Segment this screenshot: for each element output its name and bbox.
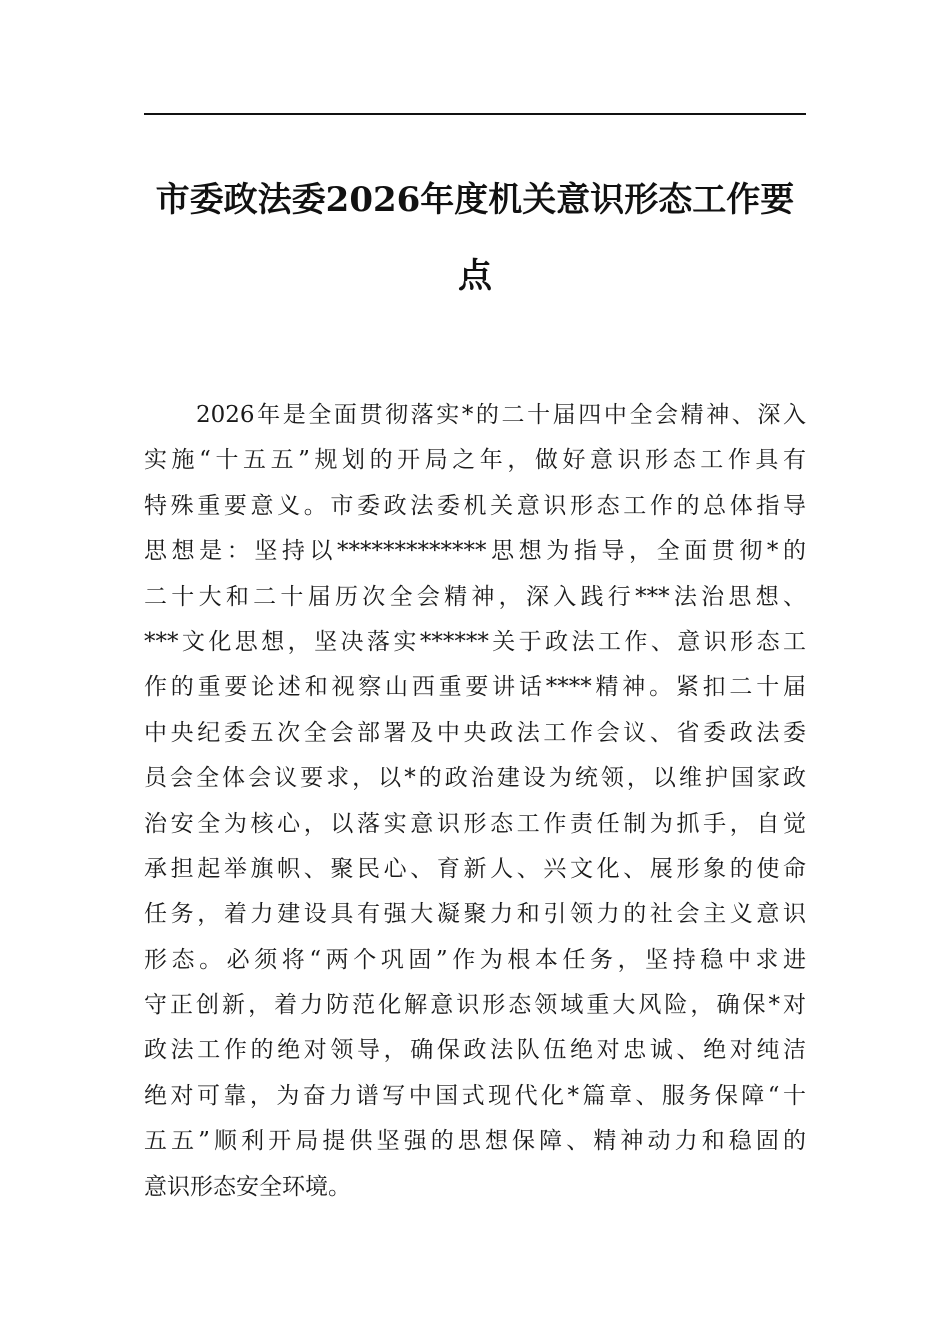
paragraph-line: 任务，着力建设具有强大凝聚力和引领力的社会主义意识 bbox=[144, 901, 806, 928]
paragraph-line: 形态。必须将“两个巩固”作为根本任务，坚持稳中求进 bbox=[144, 946, 806, 973]
paragraph-line: 意识形态安全环境。 bbox=[144, 1173, 351, 1200]
paragraph-line: 守正创新，着力防范化解意识形态领域重大风险，确保*对 bbox=[144, 992, 806, 1019]
header-divider-line bbox=[144, 113, 806, 115]
title-line-2: 点 bbox=[458, 256, 492, 296]
paragraph-line: 绝对可靠，为奋力谱写中国式现代化*篇章、服务保障“十 bbox=[144, 1082, 806, 1109]
document-title bbox=[144, 162, 806, 314]
paragraph-line: 实施“十五五”规划的开局之年，做好意识形态工作具有 bbox=[144, 447, 806, 474]
paragraph-line: 中央纪委五次全会部署及中央政法工作会议、省委政法委 bbox=[144, 719, 806, 746]
paragraph-line: 员会全体会议要求，以*的政治建设为统领，以维护国家政 bbox=[144, 765, 806, 792]
paragraph-line: 政法工作的绝对领导，确保政法队伍绝对忠诚、绝对纯洁 bbox=[144, 1037, 806, 1064]
paragraph-line: ***文化思想，坚决落实******关于政法工作、意识形态工 bbox=[144, 628, 806, 655]
paragraph-line: 五五”顺利开局提供坚强的思想保障、精神动力和稳固的 bbox=[144, 1128, 806, 1155]
paragraph-line: 治安全为核心，以落实意识形态工作责任制为抓手，自觉 bbox=[144, 810, 806, 837]
intro-paragraph bbox=[144, 393, 806, 1210]
paragraph-line: 特殊重要意义。市委政法委机关意识形态工作的总体指导 bbox=[144, 492, 806, 519]
paragraph-line: 承担起举旗帜、聚民心、育新人、兴文化、展形象的使命 bbox=[144, 855, 806, 882]
paragraph-line: 二十大和二十届历次全会精神，深入践行***法治思想、 bbox=[144, 583, 806, 610]
paragraph-line: 作的重要论述和视察山西重要讲话****精神。紧扣二十届 bbox=[144, 674, 806, 701]
paragraph-line: 思想是：坚持以*************思想为指导，全面贯彻*的 bbox=[144, 538, 806, 565]
title-line-1: 市委政法委2026年度机关意识形态工作要 bbox=[155, 180, 795, 220]
paragraph-line: 2026年是全面贯彻落实*的二十届四中全会精神、深入 bbox=[196, 402, 806, 428]
